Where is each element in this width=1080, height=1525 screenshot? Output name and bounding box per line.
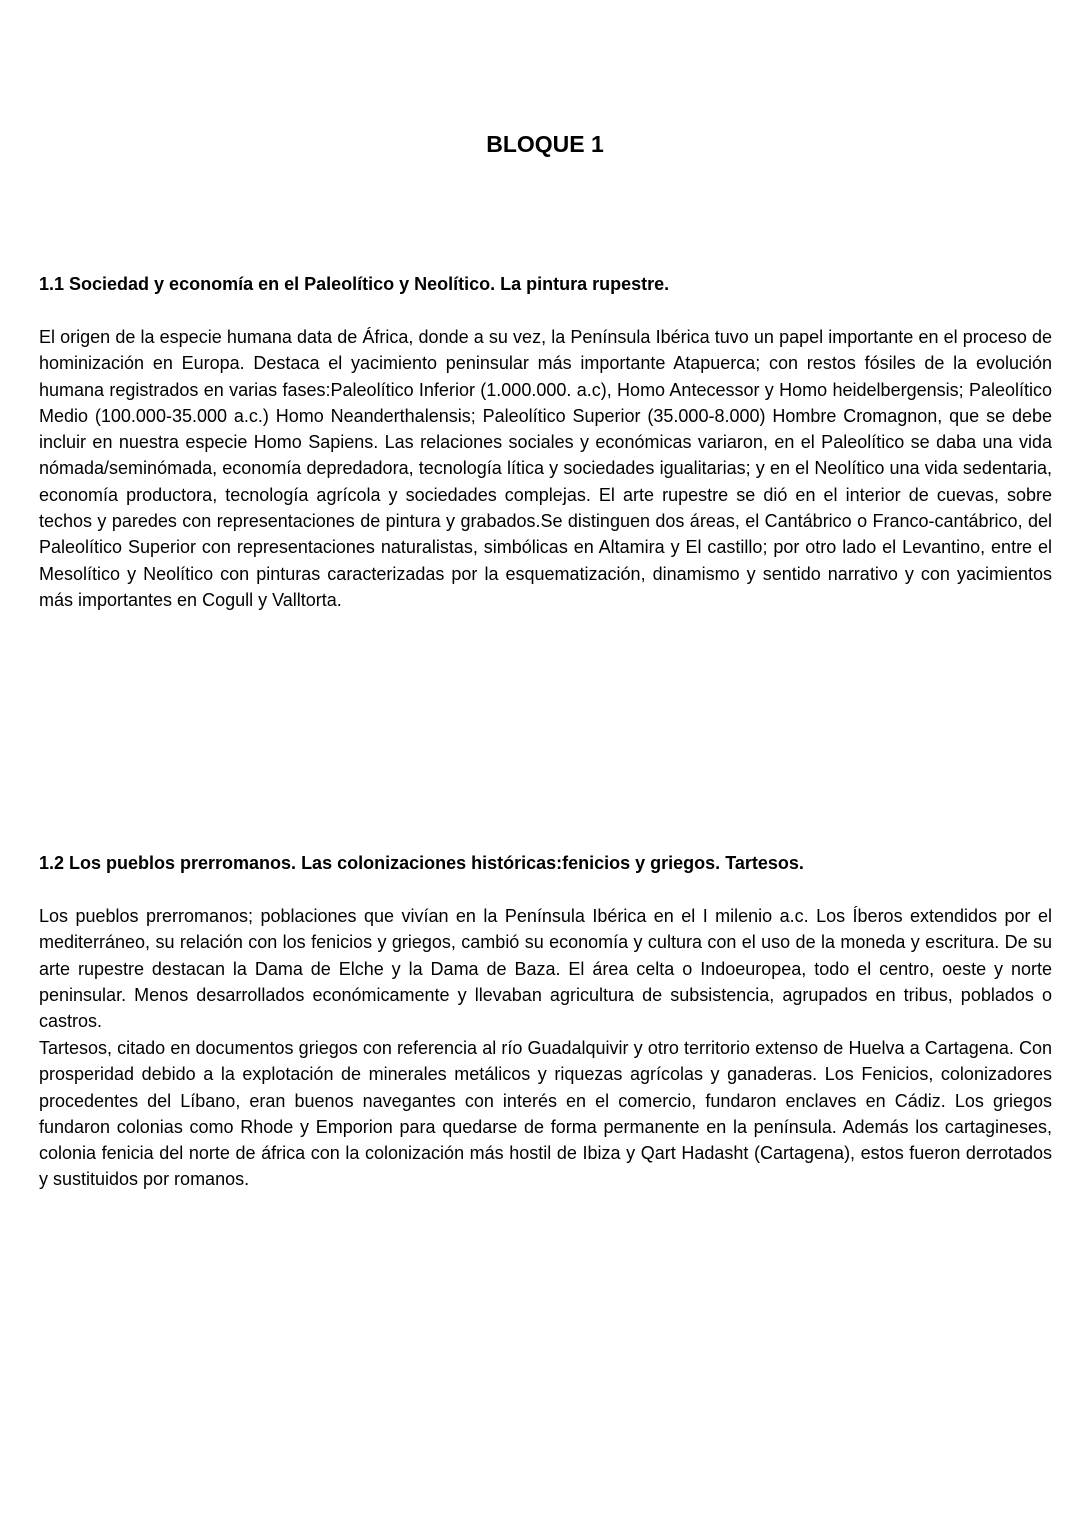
section-1-2-paragraph-1: Los pueblos prerromanos; poblaciones que vivían en la Península Ibérica en el I milenio a.c. Los Íberos extendidos por el mediterráneo, su relación con los fenicios y griegos, cambió su economía y cultura con el uso de la moneda y escritura. De su arte rupestre destacan la Dama de Elche y la Dama de Baza. El área celta o Indoeuropea, todo el centro, oeste y norte peninsular. Menos desarrollados económicamente y llevaban agricultura de subsistencia, agrupados en tribus, poblados o castros.	[39, 906, 1052, 1032]
section-heading-1-2: 1.2 Los pueblos prerromanos. Las colonizaciones históricas:fenicios y griegos. Tartesos.	[39, 853, 804, 873]
page-title: BLOQUE 1	[486, 131, 604, 157]
section-1-1-paragraph: El origen de la especie humana data de África, donde a su vez, la Península Ibérica tuvo un papel importante en el proceso de hominización en Europa. Destaca el yacimiento peninsular más importante Atapuerca; con restos fósiles de la evolución humana registrados en varias fases:Paleolítico Inferior (1.000.000. a.c), Homo Antecessor y Homo heidelbergensis; Paleolítico Medio (100.000-35.000 a.c.) Homo Neanderthalensis; Paleolítico Superior (35.000-8.000) Hombre Cromagnon, que se debe incluir en nuestra especie Homo Sapiens. Las relaciones sociales y económicas variaron, en el Paleolítico se daba una vida nómada/seminómada, economía depredadora, tecnología lítica y sociedades igualitarias; y en el Neolítico una vida sedentaria, economía productora, tecnología agrícola y sociedades complejas. El arte rupestre se dió en el interior de cuevas, sobre techos y paredes con representaciones de pintura y grabados.Se distinguen dos áreas, el Cantábrico o Franco-cantábrico, del Paleolítico Superior con representaciones naturalistas, simbólicas en Altamira y El castillo; por otro lado el Levantino, entre el Mesolítico y Neolítico con pinturas caracterizadas por la esquematización, dinamismo y sentido narrativo y con yacimientos más importantes en Cogull y Valltorta.	[39, 327, 1052, 610]
section-1-2-paragraph-2: Tartesos, citado en documentos griegos con referencia al río Guadalquivir y otro territorio extenso de Huelva a Cartagena. Con prosperidad debido a la explotación de minerales metálicos y riquezas agrícolas y ganaderas. Los Fenicios, colonizadores procedentes del Líbano, eran buenos navegantes con interés en el comercio, fundaron enclaves en Cádiz. Los griegos fundaron colonias como Rhode y Emporion para quedarse de forma permanente en la península. Además los cartagineses, colonia fenicia del norte de áfrica con la colonización más hostil de Ibiza y Qart Hadasht (Cartagena), estos fueron derrotados y sustituidos por romanos.	[39, 1038, 1052, 1190]
section-heading-1-1: 1.1 Sociedad y economía en el Paleolítico y Neolítico. La pintura rupestre.	[39, 274, 670, 294]
